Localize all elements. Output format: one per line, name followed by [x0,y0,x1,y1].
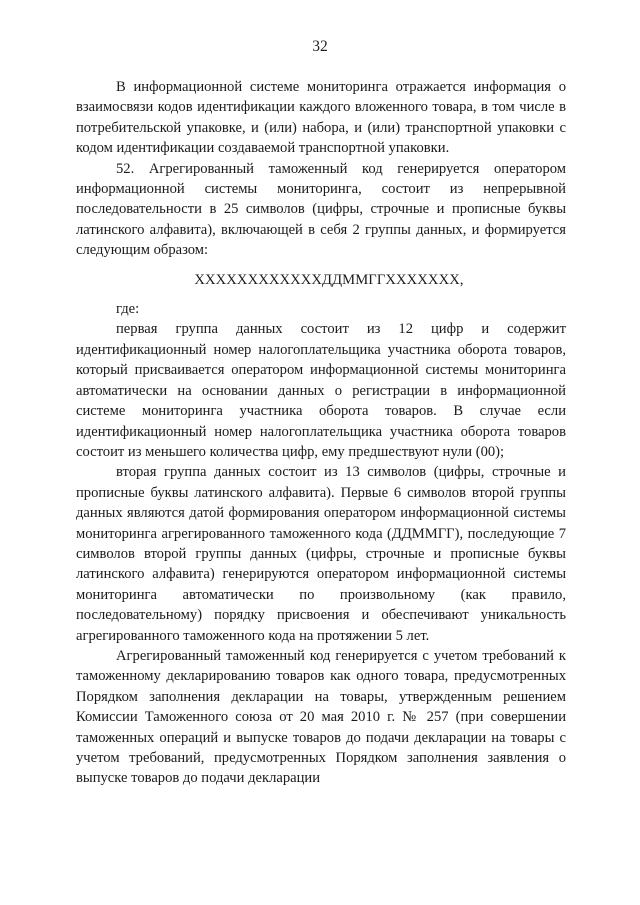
paragraph-aggregation-info: В информационной системе мониторинга отражается информация о взаимосвязи кодов идентификации каждого вложенного товара, в том числе в потребительской упаковке, и (или) набора, и (или) транспортной упаковки с кодом идентификации создаваемой транспортной упаковки. [76,79,566,157]
where-label: где: [116,301,140,318]
code-format-template: ХХХХХХХХХХХХДДММГГХХХХХХХ, [194,271,464,288]
paragraph-customs-requirements: Агрегированный таможенный код генерируется с учетом требований к таможенному декларированию товаров как одного товара, предусмотренных Порядком заполнения декларации на товары, утвержденным решением Комиссии Таможенного союза от 20 мая 2010 г. № 257 (при совершении таможенных операций и выпуске товаров до подачи декларации на товары с учетом требований, предусмотренных Порядком заполнения заявления о выпуске товаров до подачи декларации [76,647,566,787]
page-number: 32 [312,38,328,55]
paragraph-first-data-group: первая группа данных состоит из 12 цифр и содержит идентификационный номер налогоплательщика участника оборота товаров, который присваивается оператором информационной системы мониторинга автоматически на основании данных о регистрации в информационной системе мониторинга участника оборота товаров. В случае если идентификационный номер налогоплательщика участника оборота товаров состоит из меньшего количества цифр, ему предшествуют нули (00); [76,321,566,460]
document-body [76,77,566,789]
paragraph-item-52: 52. Агрегированный таможенный код генерируется оператором информационной системы мониторинга, состоит из непрерывной последовательности в 25 символов (цифры, строчные и прописные буквы латинского алфавита), включающей в себя 2 группы данных, и формируется следующим образом: [76,160,566,259]
paragraph-second-data-group: вторая группа данных состоит из 13 символов (цифры, строчные и прописные буквы латинского алфавита). Первые 6 символов второй группы данных являются датой формирования оператором информационной системы мониторинга агрегированного таможенного кода (ДДММГГ), последующие 7 символов второй группы данных (цифры, строчные и прописные буквы латинского алфавита) генерируются оператором информационной системы мониторинга автоматически по произвольному (как правило, последовательному) порядку присвоения и обеспечивают уникальность агрегированного таможенного кода на протяжении 5 лет. [76,464,566,644]
